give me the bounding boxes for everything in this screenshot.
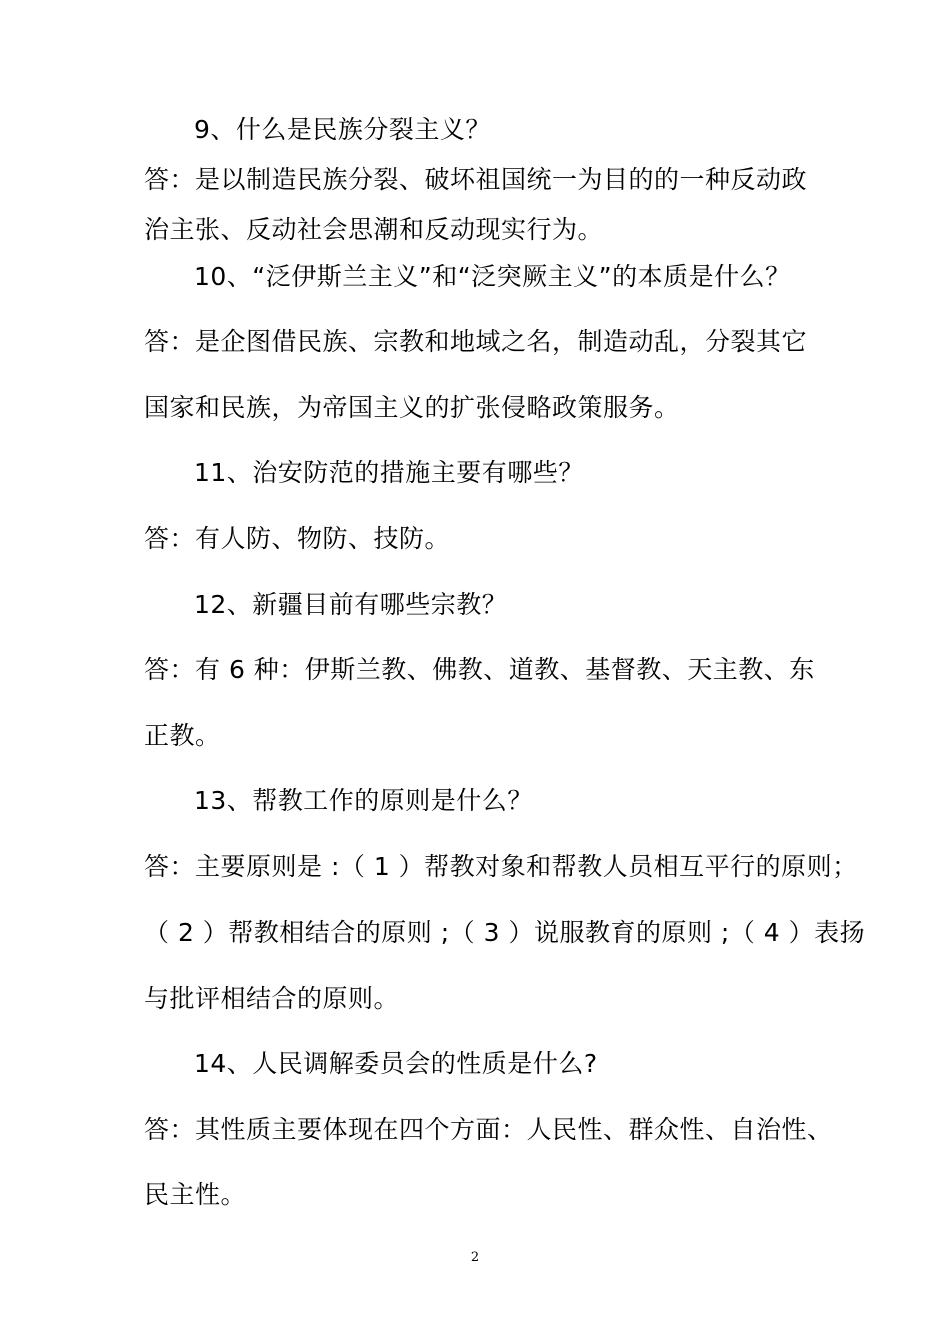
question-9: 9、什么是民族分裂主义？ (194, 115, 491, 144)
question-10: 10、“泛伊斯兰主义”和“泛突厥主义”的本质是什么？ (194, 262, 791, 291)
answer-12-line-2: 正教。 (144, 721, 221, 750)
page-number: 2 (470, 1250, 480, 1265)
answer-13-line-3: 与批评相结合的原则。 (144, 984, 400, 1013)
answer-14-line-1: 答：其性质主要体现在四个方面：人民性、群众性、自治性、 (144, 1115, 833, 1144)
answer-9-line-1: 答：是以制造民族分裂、破坏祖国统一为目的的一种反动政 (144, 165, 808, 194)
answer-11: 答：有人防、物防、技防。 (144, 524, 451, 553)
answer-13-line-2: （ 2 ）帮教相结合的原则 ;（ 3 ）说服教育的原则 ;（ 4 ）表扬 (144, 918, 866, 947)
answer-13-line-1: 答：主要原则是 :（ 1 ）帮教对象和帮教人员相互平行的原则； (144, 852, 858, 881)
answer-12-line-1: 答：有 6 种：伊斯兰教、佛教、道教、基督教、天主教、东 (144, 655, 815, 684)
question-11: 11、治安防范的措施主要有哪些？ (194, 458, 584, 487)
question-13: 13、帮教工作的原则是什么？ (194, 786, 533, 815)
answer-10-line-2: 国家和民族，为帝国主义的扩张侵略政策服务。 (144, 393, 680, 422)
question-14: 14、人民调解委员会的性质是什么? (194, 1049, 598, 1078)
question-12: 12、新疆目前有哪些宗教？ (194, 590, 508, 619)
answer-10-line-1: 答：是企图借民族、宗教和地域之名，制造动乱，分裂其它 (144, 327, 808, 356)
answer-9-line-2: 治主张、反动社会思潮和反动现实行为。 (144, 215, 604, 244)
answer-14-line-2: 民主性。 (144, 1180, 247, 1209)
